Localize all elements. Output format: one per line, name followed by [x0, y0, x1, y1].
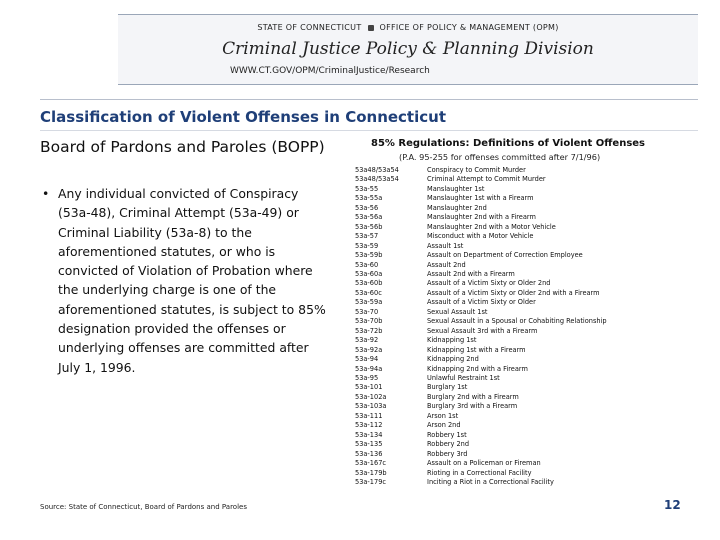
statute-row — [355, 459, 685, 468]
statute-code: 53a-55 — [355, 184, 379, 193]
statute-row — [355, 317, 685, 326]
statute-row — [355, 242, 685, 251]
statute-row — [355, 431, 685, 440]
statute-code: 53a-167c — [355, 459, 387, 468]
statute-row — [355, 450, 685, 459]
statute-row — [355, 346, 685, 355]
statute-code: 53a-57 — [355, 232, 379, 241]
agency-line — [118, 23, 698, 32]
statute-code: 53a48/53a54 — [355, 166, 399, 174]
statute-row — [355, 279, 685, 288]
statute-code: 53a-95 — [355, 373, 379, 382]
statute-description: Assault 1st — [427, 241, 464, 250]
statute-row — [355, 185, 685, 194]
statute-row — [355, 402, 685, 411]
statute-code: 53a-92a — [355, 345, 383, 354]
document-header — [118, 14, 698, 85]
page-number: 12 — [664, 498, 681, 512]
statute-description: Arson 2nd — [427, 421, 461, 430]
statute-code: 53a-94 — [355, 355, 379, 364]
regulations-subtitle: (P.A. 95-255 for offenses committed after 7/1/96) — [399, 152, 601, 162]
statute-row — [355, 213, 685, 222]
statute-row — [355, 223, 685, 232]
statute-code: 53a-55a — [355, 194, 383, 203]
division-title: Criminal Justice Policy & Planning Division — [222, 39, 594, 59]
statute-row — [355, 393, 685, 402]
statute-row — [355, 298, 685, 307]
statute-description: Kidnapping 2nd with a Firearm — [427, 364, 528, 373]
statute-code: 53a-56 — [355, 203, 379, 212]
statute-code: 53a-136 — [355, 449, 383, 458]
statute-code: 53a-92 — [355, 336, 379, 345]
bullet-text: Any individual convicted of Conspiracy (53a-48), Criminal Attempt (53a-49) or Criminal Liability (53a-8) to the aforementioned statutes, or who is convicted of Violation of Probation where the underlying charge is one of the aforementioned statutes, is subject to 85% designation provided the offenses or underlying offenses are committed after July 1, 1996. — [58, 186, 326, 375]
statute-code: 53a-59b — [355, 251, 383, 260]
statute-description: Sexual Assault 3rd with a Firearm — [427, 326, 538, 335]
agency-state: STATE OF CONNECTICUT — [257, 23, 362, 32]
statute-description: Assault of a Victim Sixty or Older — [427, 298, 536, 307]
statute-code: 53a-179c — [355, 477, 387, 486]
statute-description: Manslaughter 2nd — [427, 203, 487, 212]
statute-description: Assault on a Policeman or Fireman — [427, 459, 541, 468]
statute-row — [355, 383, 685, 392]
statute-description: Robbery 2nd — [427, 440, 470, 449]
statute-row — [355, 336, 685, 345]
statute-code: 53a-134 — [355, 430, 383, 439]
statute-description: Conspiracy to Commit Murder — [427, 166, 526, 174]
statute-description: Unlawful Restraint 1st — [427, 373, 500, 382]
statute-code: 53a-135 — [355, 440, 383, 449]
statute-row — [355, 232, 685, 241]
statute-description: Robbery 1st — [427, 430, 467, 439]
statute-description: Inciting a Riot in a Correctional Facility — [427, 477, 554, 486]
source-note: Source: State of Connecticut, Board of Pardons and Paroles — [40, 503, 247, 511]
division-url: WWW.CT.GOV/OPM/CriminalJustice/Research — [230, 66, 430, 76]
statute-description: Misconduct with a Motor Vehicle — [427, 232, 534, 241]
statute-code: 53a-59a — [355, 298, 383, 307]
statute-row — [355, 440, 685, 449]
statute-row — [355, 421, 685, 430]
statute-row — [355, 327, 685, 336]
statute-row — [355, 204, 685, 213]
statute-description: Arson 1st — [427, 411, 459, 420]
bullet-point — [42, 184, 332, 377]
section-subtitle: Board of Pardons and Paroles (BOPP) — [40, 138, 325, 156]
statute-description: Manslaughter 1st with a Firearm — [427, 194, 534, 203]
statute-row — [355, 365, 685, 374]
statute-description: Robbery 3rd — [427, 449, 468, 458]
statute-code: 53a-56a — [355, 213, 383, 222]
divider — [40, 130, 698, 131]
statute-description: Assault on Department of Correction Employee — [427, 251, 583, 260]
divider — [40, 99, 698, 100]
statute-description: Assault 2nd — [427, 260, 466, 269]
statute-row — [355, 469, 685, 478]
bullet-icon: • — [42, 186, 50, 201]
statute-code: 53a-70 — [355, 307, 379, 316]
statute-code: 53a-101 — [355, 383, 383, 392]
statute-description: Kidnapping 2nd — [427, 355, 479, 364]
statute-code: 53a48/53a54 — [355, 175, 399, 184]
statute-code: 53a-70b — [355, 317, 383, 326]
page-title: Classification of Violent Offenses in Connecticut — [40, 108, 446, 126]
statute-description: Assault 2nd with a Firearm — [427, 269, 515, 278]
statute-description: Rioting in a Correctional Facility — [427, 468, 532, 477]
statute-row — [355, 270, 685, 279]
statute-description: Manslaughter 2nd with a Motor Vehicle — [427, 222, 556, 231]
statute-row — [355, 374, 685, 383]
statute-row — [355, 194, 685, 203]
statute-description: Assault of a Victim Sixty or Older 2nd with a Firearm — [427, 288, 600, 297]
statute-code: 53a-103a — [355, 402, 387, 411]
statute-code: 53a-60c — [355, 288, 382, 297]
statute-code: 53a-112 — [355, 421, 383, 430]
statute-description: Criminal Attempt to Commit Murder — [427, 175, 546, 184]
statute-row — [355, 251, 685, 260]
statute-description: Assault of a Victim Sixty or Older 2nd — [427, 279, 551, 288]
statute-code: 53a-111 — [355, 411, 383, 420]
statute-code: 53a-60 — [355, 260, 379, 269]
statute-description: Sexual Assault 1st — [427, 307, 488, 316]
statute-row — [355, 175, 685, 184]
statute-description: Burglary 1st — [427, 383, 468, 392]
statute-row — [355, 166, 685, 175]
statute-code: 53a-72b — [355, 326, 383, 335]
statute-code: 53a-102a — [355, 392, 387, 401]
statute-code: 53a-179b — [355, 468, 387, 477]
statute-row — [355, 289, 685, 298]
statute-code: 53a-94a — [355, 364, 383, 373]
statute-row — [355, 478, 685, 487]
agency-office: OFFICE OF POLICY & MANAGEMENT (OPM) — [379, 23, 559, 32]
statute-description: Manslaughter 1st — [427, 184, 485, 193]
statute-description: Burglary 2nd with a Firearm — [427, 392, 519, 401]
statute-description: Manslaughter 2nd with a Firearm — [427, 213, 536, 222]
statute-code: 53a-60a — [355, 269, 383, 278]
statute-code: 53a-60b — [355, 279, 383, 288]
statute-description: Burglary 3rd with a Firearm — [427, 402, 518, 411]
regulations-title: 85% Regulations: Definitions of Violent Offenses — [371, 138, 645, 149]
statute-row — [355, 261, 685, 270]
statute-description: Sexual Assault in a Spousal or Cohabiting Relationship — [427, 317, 607, 326]
statute-code: 53a-56b — [355, 222, 383, 231]
statute-list — [355, 166, 685, 487]
statute-description: Kidnapping 1st with a Firearm — [427, 345, 526, 354]
statute-row — [355, 308, 685, 317]
statute-row — [355, 412, 685, 421]
statute-code: 53a-59 — [355, 241, 379, 250]
separator-square-icon — [368, 25, 374, 31]
statute-description: Kidnapping 1st — [427, 336, 477, 345]
statute-row — [355, 355, 685, 364]
